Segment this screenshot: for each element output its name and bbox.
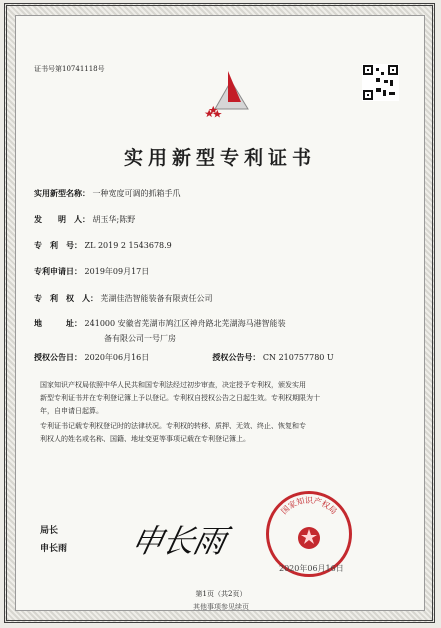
- application-date-row: [34, 266, 149, 277]
- certificate-paragraph-3: 年，自申请日起算。: [40, 407, 103, 415]
- certificate-paragraph-2: 新型专利证书并在专利登记簿上予以登记。专利权自授权公告之日起生效。专利权期限为十: [40, 394, 320, 402]
- certificate-sheet: [15, 15, 425, 611]
- patentee-label: 专 利 权 人：: [34, 293, 98, 303]
- inventor-label: 发 明 人：: [34, 214, 90, 224]
- stamp-date: 2020年06月16日: [279, 564, 344, 573]
- page-footer: 第1页（共2页）: [195, 590, 247, 598]
- signer-title-2: 申长雨: [40, 544, 68, 554]
- grant-number-value: CN 210757780 U: [262, 353, 334, 362]
- inventor-row: [34, 214, 135, 225]
- patent-number-row: [34, 240, 172, 251]
- grant-date-value: 2020年06月16日: [84, 353, 150, 362]
- certificate-paragraph-4: 专利证书记载专利权登记时的法律状况。专利权的转移、质押、无效、终止、恢复和专: [40, 422, 306, 430]
- patent-office-logo: [193, 64, 263, 120]
- application-date-label: 专利申请日：: [34, 266, 82, 276]
- patent-number-label: 专 利 号：: [34, 240, 82, 250]
- certificate-paragraph-5: 利权人的姓名或名称、国籍、地址变更等事项记载在专利登记簿上。: [40, 435, 250, 443]
- patent-name-row: [34, 188, 181, 199]
- svg-text:国家知识产权局: [280, 495, 339, 516]
- certificate-text: [40, 379, 400, 446]
- patent-name-label: 实用新型名称：: [34, 188, 90, 198]
- patent-number-value: ZL 2019 2 1543678.9: [84, 241, 172, 250]
- grant-number-label: 授权公告号：: [212, 352, 261, 362]
- signer-title-1: 局长: [40, 526, 59, 536]
- certificate-number: 证书号第10741118号: [34, 65, 105, 73]
- stamp-text: 国家知识产权局: [279, 496, 339, 517]
- address-line2: 备有限公司一号厂房: [104, 334, 176, 343]
- inventor-value: 胡玉华;陈野: [92, 215, 136, 224]
- footer-note: 其他事项参见续页: [193, 603, 249, 611]
- qr-code-icon: [362, 64, 399, 101]
- grant-date-label: 授权公告日：: [34, 352, 82, 362]
- signature-handwriting: 申长雨: [127, 522, 229, 560]
- patentee-value: 芜湖佳浩智能装备有限责任公司: [100, 294, 213, 303]
- address-label: 地 址：: [34, 318, 82, 328]
- patent-name-value: 一种宽度可调的抓箱手爪: [92, 189, 181, 198]
- grant-meta-row: [34, 352, 334, 363]
- patentee-row: [34, 293, 213, 304]
- address-line1: 241000 安徽省芜湖市鸠江区神舟路北芜湖海马港智能装: [84, 319, 286, 328]
- certificate-paragraph-1: 国家知识产权局依照中华人民共和国专利法经过初步审查，决定授予专利权，颁发实用: [40, 381, 306, 389]
- application-date-value: 2019年09月17日: [84, 267, 150, 276]
- certificate-title: 实用新型专利证书: [123, 147, 316, 169]
- address-row: [34, 318, 286, 329]
